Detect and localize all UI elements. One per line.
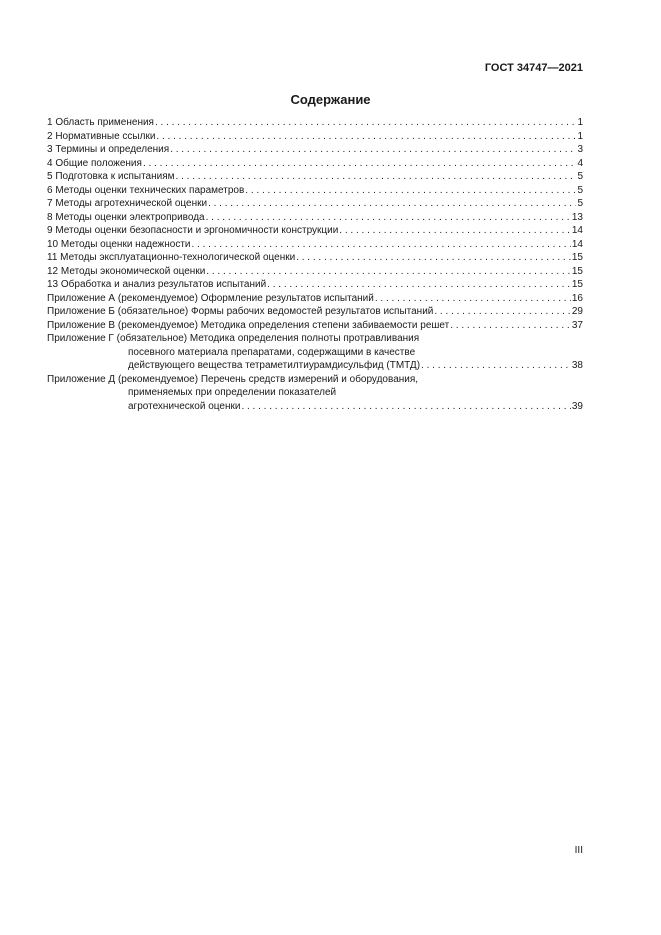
toc-entry-text: 7 Методы агротехнической оценки	[47, 198, 208, 209]
toc-entry[interactable]	[47, 292, 583, 306]
toc-entry-text: 6 Методы оценки технических параметров	[47, 184, 245, 196]
toc-entry-text: 5 Подготовка к испытаниям	[47, 171, 175, 182]
dot-leader	[208, 197, 576, 211]
toc-entry-page: 38	[571, 360, 583, 371]
toc-entry-appendix-d[interactable]	[47, 373, 583, 414]
toc-entry-page: 15	[571, 252, 583, 263]
dot-leader	[245, 184, 576, 198]
toc-entry-page: 15	[571, 265, 583, 277]
dot-leader	[170, 143, 576, 157]
toc-entry-text: 3 Термины и определения	[47, 144, 170, 155]
toc-entry[interactable]	[47, 319, 583, 333]
toc-entry-text: 8 Методы оценки электропривода	[47, 211, 205, 223]
toc-entry-text: Приложение В (рекомендуемое) Методика определения степени забиваемости решет	[47, 319, 450, 331]
toc-entry-text: Приложение Д (рекомендуемое) Перечень средств измерений и оборудования,	[47, 373, 419, 385]
toc-entry-text: 4 Общие положения	[47, 157, 142, 169]
toc-entry[interactable]	[47, 184, 583, 198]
toc-entry-page: 39	[571, 400, 583, 412]
dot-leader	[296, 251, 571, 265]
toc-entry-text: 11 Методы эксплуатационно-технологической оценки	[47, 252, 296, 263]
toc-entry-appendix-g[interactable]	[47, 332, 583, 373]
toc-entry[interactable]	[47, 197, 583, 211]
toc-entry-page: 1	[577, 130, 583, 142]
dot-leader	[156, 130, 576, 144]
toc-entry[interactable]	[47, 211, 583, 225]
toc-entry-line	[47, 373, 583, 387]
toc-entry-text: 10 Методы оценки надежности	[47, 238, 191, 250]
toc-entry-page: 16	[571, 292, 583, 304]
dot-leader	[192, 238, 571, 252]
dot-leader	[450, 319, 571, 333]
dot-leader	[339, 224, 571, 238]
toc-title: Содержание	[290, 92, 371, 107]
toc-entry-text: Приложение Г (обязательное) Методика определения полноты протравливания	[47, 333, 420, 344]
toc-entry[interactable]	[47, 157, 583, 171]
toc-entry-text: 9 Методы оценки безопасности и эргономичности конструкции	[47, 225, 339, 236]
toc-entry-page: 3	[577, 144, 583, 155]
dot-leader	[206, 265, 571, 279]
toc-entry-continuation: применяемых при определении показателей	[128, 387, 337, 398]
toc-entry[interactable]	[47, 143, 583, 157]
toc-entry-text: Приложение А (рекомендуемое) Оформление результатов испытаний	[47, 292, 374, 304]
toc-entry-text: действующего вещества тетраметилтиурамдисульфид (ТМТД)	[128, 360, 421, 371]
toc-entry-line	[47, 400, 583, 414]
dot-leader	[241, 400, 570, 414]
toc-entry-page: 29	[571, 306, 583, 317]
standard-code: ГОСТ 34747—2021	[484, 62, 583, 74]
table-of-contents	[47, 116, 583, 413]
dot-leader	[176, 170, 577, 184]
toc-entry-page: 5	[577, 184, 583, 196]
dot-leader	[421, 359, 571, 373]
toc-entry-page: 5	[577, 198, 583, 209]
toc-entry-line	[47, 359, 583, 373]
toc-entry-page: 13	[571, 211, 583, 223]
toc-entry-line	[47, 332, 583, 346]
toc-entry-text: 2 Нормативные ссылки	[47, 130, 156, 142]
toc-entry-page: 1	[577, 117, 583, 128]
toc-entry[interactable]	[47, 238, 583, 252]
dot-leader	[143, 157, 577, 171]
toc-entry-text: 13 Обработка и анализ результатов испытаний	[47, 279, 267, 290]
dot-leader	[375, 292, 571, 306]
dot-leader	[206, 211, 571, 225]
page-number: III	[574, 845, 583, 856]
dot-leader	[267, 278, 571, 292]
toc-entry-page: 37	[571, 319, 583, 331]
toc-entry[interactable]	[47, 278, 583, 292]
toc-entry-page: 5	[577, 171, 583, 182]
toc-entry[interactable]	[47, 224, 583, 238]
toc-entry-continuation: посевного материала препаратами, содержащими в качестве	[128, 346, 416, 358]
toc-entry[interactable]	[47, 305, 583, 319]
toc-entry-page: 14	[571, 238, 583, 250]
toc-entry[interactable]	[47, 265, 583, 279]
toc-entry-text: агротехнической оценки	[128, 400, 241, 412]
toc-entry[interactable]	[47, 170, 583, 184]
toc-entry-page: 14	[571, 225, 583, 236]
dot-leader	[434, 305, 571, 319]
toc-entry-text: 12 Методы экономической оценки	[47, 265, 206, 277]
toc-entry-text: 1 Область применения	[47, 117, 154, 128]
dot-leader	[155, 116, 576, 130]
toc-entry[interactable]	[47, 130, 583, 144]
toc-entry[interactable]	[47, 116, 583, 130]
toc-entry-page: 15	[571, 279, 583, 290]
toc-entry[interactable]	[47, 251, 583, 265]
toc-entry-text: Приложение Б (обязательное) Формы рабочих ведомостей результатов испытаний	[47, 306, 434, 317]
toc-entry-page: 4	[577, 157, 583, 169]
